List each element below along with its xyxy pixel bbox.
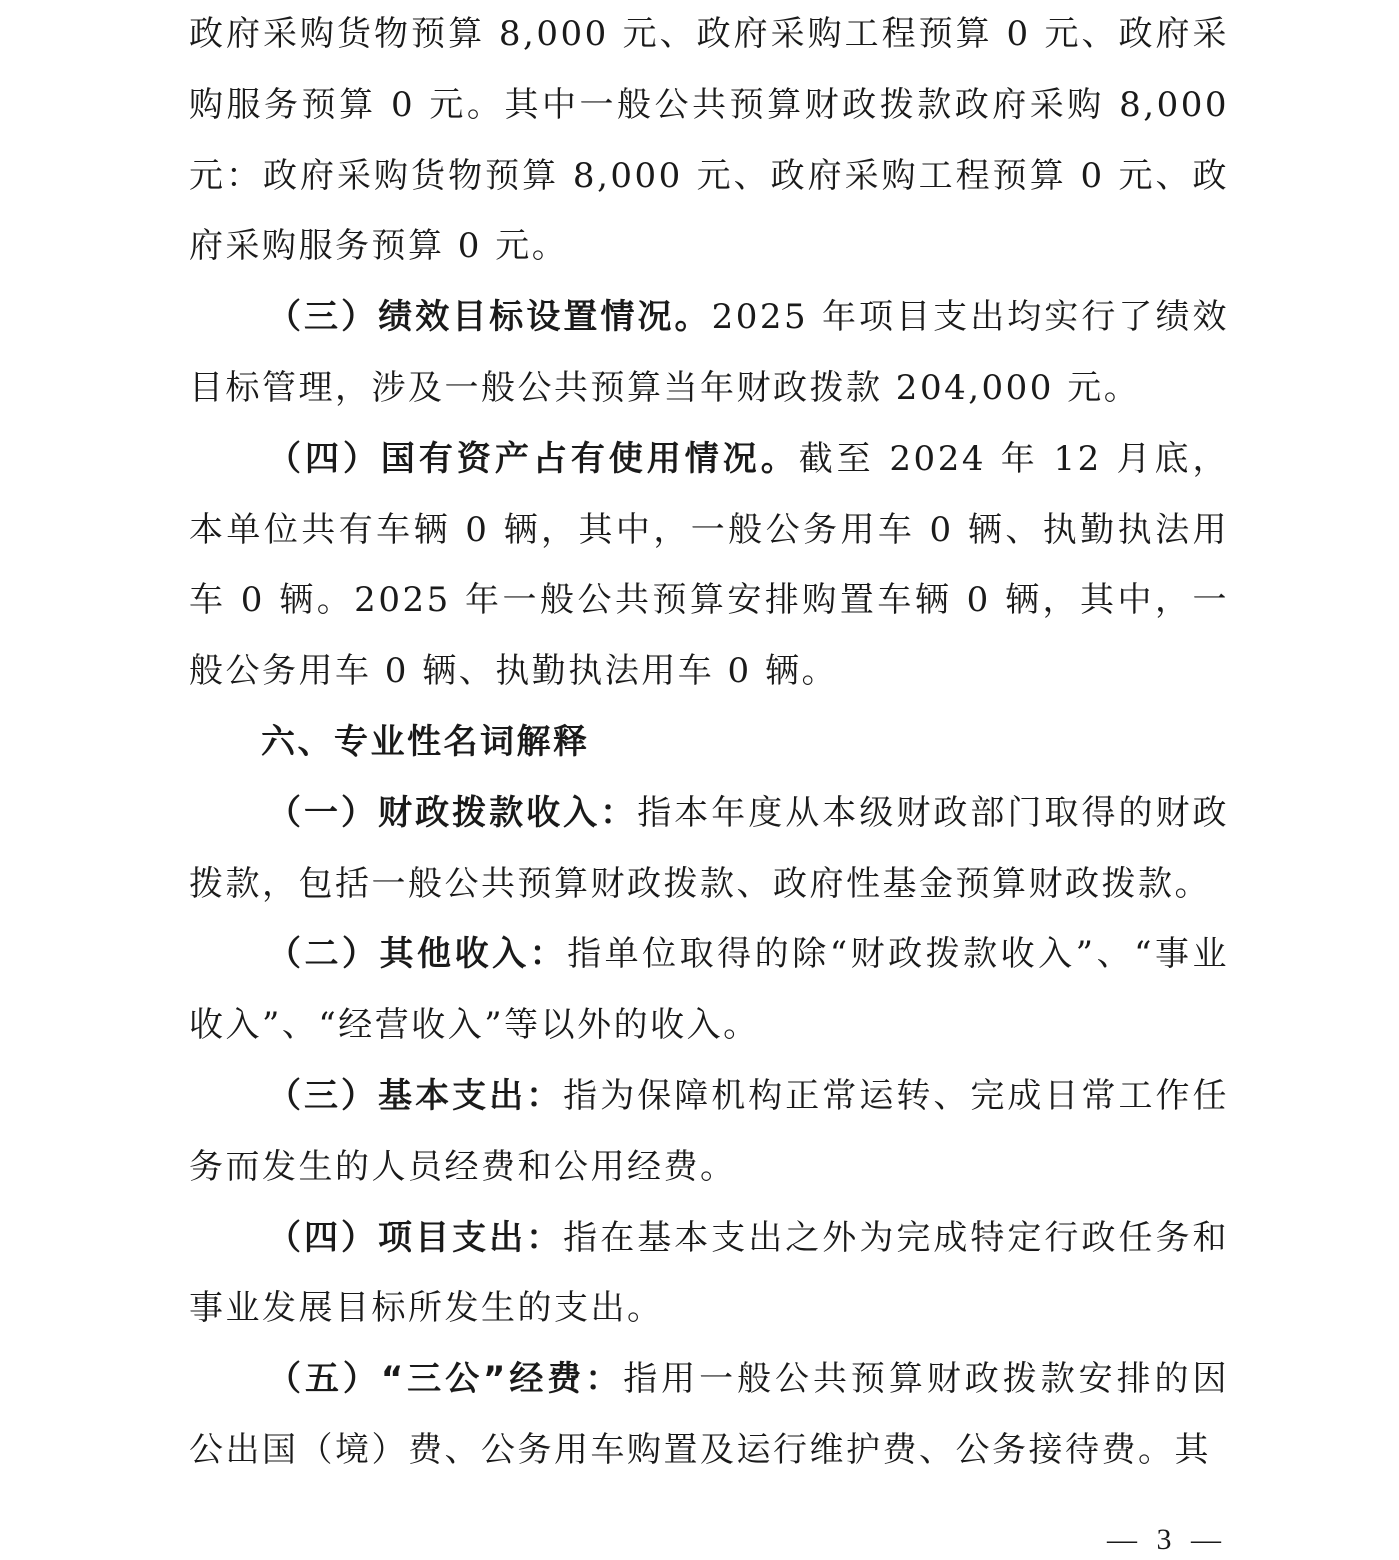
term-label: （三）基本支出： (267, 1075, 564, 1116)
term-body: 指在基本支出之外为完成特定行政任务和事业发展目标所发生的支出。 (189, 1217, 1230, 1329)
term-label: （二）其他收入： (267, 934, 568, 975)
section-heading: 六、专业性名词解释 (261, 721, 590, 762)
document-body (189, 0, 1229, 1486)
term-label: （四）项目支出： (267, 1217, 564, 1258)
paragraph-state-assets (189, 424, 1229, 707)
paragraph-performance-targets (189, 282, 1229, 424)
term-label: （五）“三公”经费： (267, 1359, 624, 1400)
term-body: 指单位取得的除“财政拨款收入”、“事业收入”、“经营收入”等以外的收入。 (189, 934, 1229, 1046)
term-body: 指为保障机构正常运转、完成日常工作任务而发生的人员经费和公用经费。 (189, 1075, 1230, 1187)
term-definition (189, 778, 1229, 920)
term-definition (189, 1203, 1229, 1345)
paragraph-body: 截至 2024 年 12 月底，本单位共有车辆 0 辆，其中，一般公务用车 0 辆、执勤执法用车 0 辆。2025 年一般公共预算安排购置车辆 0 辆，其中，一般公务用车 0 辆、执勤执法用车 0 辆。 (189, 438, 1230, 692)
paragraph-lead: （四）国有资产占有使用情况。 (267, 438, 799, 479)
term-label: （一）财政拨款收入： (267, 792, 638, 833)
paragraph-body: 2025 年项目支出均实行了绩效目标管理，涉及一般公共预算当年财政拨款 204,000 元。 (189, 297, 1229, 408)
term-body: 指用一般公共预算财政拨款安排的因公出国（境）费、公务用车购置及运行维护费、公务接待费。其 (189, 1359, 1229, 1470)
paragraph-lead: （三）绩效目标设置情况。 (267, 297, 712, 338)
paragraph-procurement-continuation: 政府采购货物预算 8,000 元、政府采购工程预算 0 元、政府采购服务预算 0 元。其中一般公共预算财政拨款政府采购 8,000 元：政府采购货物预算 8,000 元、政府采购工程预算 0 元、政府采购服务预算 0 元。 (189, 14, 1229, 267)
term-definition (189, 919, 1229, 1061)
term-definition (189, 1061, 1229, 1203)
term-definition (189, 1344, 1229, 1486)
term-body: 指本年度从本级财政部门取得的财政拨款，包括一般公共预算财政拨款、政府性基金预算财政拨款。 (189, 792, 1230, 904)
page-number: — 3 — (1107, 1523, 1227, 1556)
